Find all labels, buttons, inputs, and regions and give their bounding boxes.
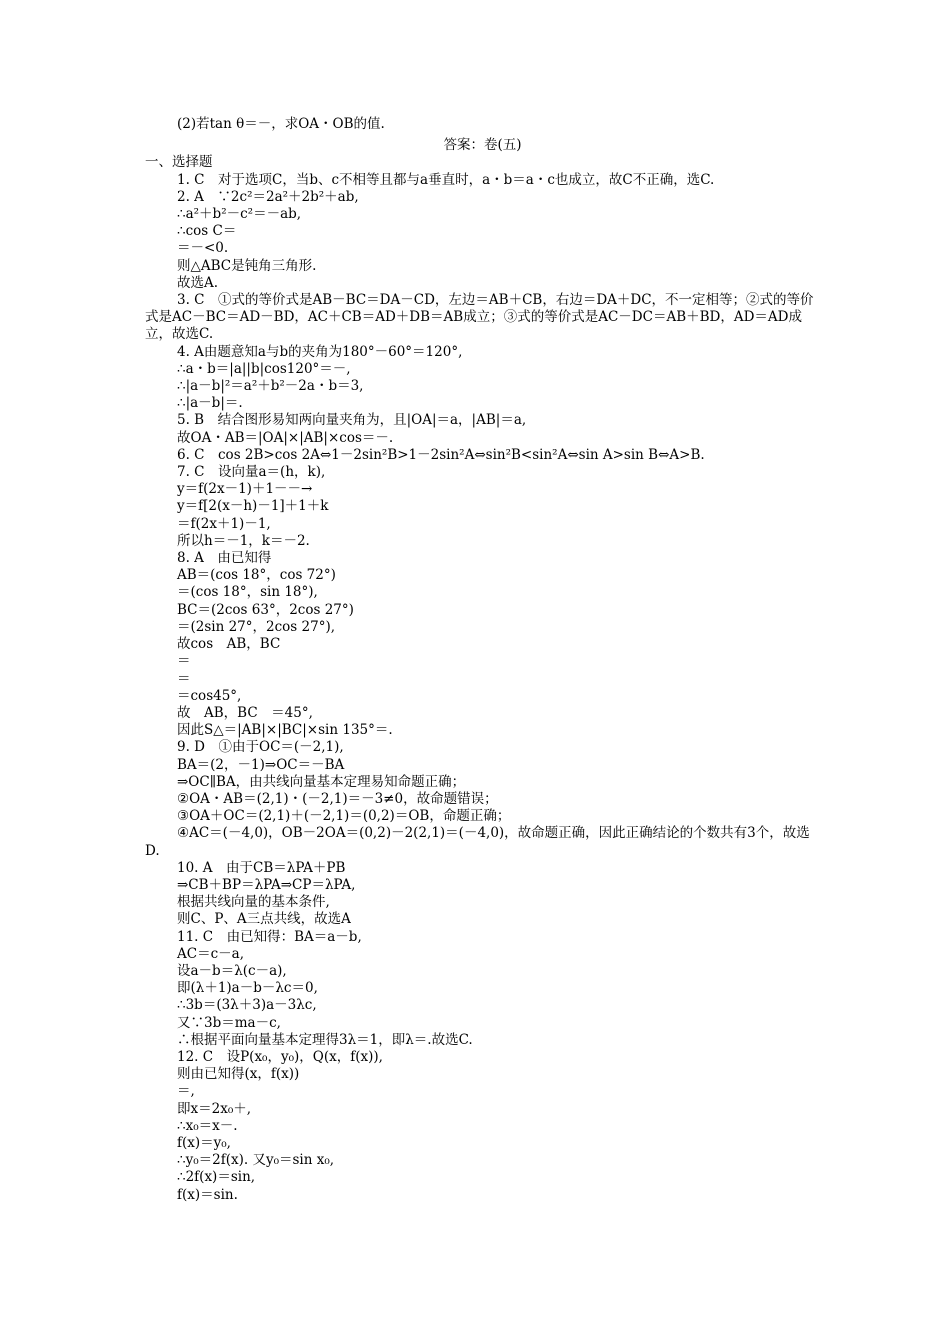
answer-line: ∴2f(x)＝sin, — [177, 1169, 256, 1186]
answer-line: ∴a・b＝|a||b|cos120°＝－, — [177, 360, 351, 377]
answer-line: 即x＝2x₀＋, — [177, 1100, 252, 1117]
answer-line: 故cos AB，BC — [177, 636, 281, 653]
answer-line: BC＝(2cos 63°，2cos 27°) — [177, 601, 354, 618]
answer-line: 10. A 由于CB＝λPA＋PB — [177, 859, 346, 876]
answer-line: AC＝c－a, — [177, 945, 244, 962]
answer-line: ＝(2sin 27°，2cos 27°), — [177, 618, 335, 635]
answer-line: ∴a²＋b²－c²＝－ab, — [177, 206, 302, 223]
answer-line: 故OA・AB＝|OA|×|AB|×cos＝－. — [177, 429, 394, 446]
answer-line: 故 AB，BC ＝45°, — [177, 704, 313, 721]
answer-line: 又∵3b＝ma－c, — [177, 1014, 281, 1031]
answer-line: 即(λ＋1)a－b－λc＝0, — [177, 980, 318, 997]
answer-line: ＝ — [177, 670, 191, 687]
answer-line: 1. C 对于选项C，当b、c不相等且都与a垂直时，a・b＝a・c也成立，故C不正确，选C. — [177, 171, 715, 188]
answer-line: 8. A 由已知得 — [177, 550, 272, 567]
answer-line: ＝f(2x＋1)－1, — [177, 515, 271, 532]
answer-line: ＝, — [177, 1083, 195, 1100]
question-2-text: (2)若tan θ＝－，求OA・OB的值. — [177, 116, 385, 132]
answer-line: 则由已知得(x，f(x)) — [177, 1066, 300, 1083]
answer-line: ⇒OC∥BA，由共线向量基本定理易知命题正确； — [177, 773, 466, 790]
answer-line: 9. D ①由于OC＝(－2,1), — [177, 739, 344, 756]
answer-line: y＝f[2(x－h)－1]＋1＋k — [177, 498, 329, 515]
answer-line: ∴x₀＝x－. — [177, 1117, 238, 1134]
answer-line: ＝cos45°, — [177, 687, 242, 704]
answer-line: ∴|a－b|²＝a²＋b²－2a・b＝3, — [177, 378, 364, 395]
answer-line: 5. B 结合图形易知两向量夹角为，且|OA|＝a，|AB|＝a, — [177, 412, 527, 429]
answer-line: ∴3b＝(3λ＋3)a－3λc, — [177, 997, 317, 1014]
answer-line: ⇒CB＋BP＝λPA⇒CP＝λPA, — [177, 876, 356, 893]
answer-line: ＝－<0. — [177, 240, 229, 257]
answer-line: 则C、P、A三点共线，故选A — [177, 911, 351, 928]
answer-list — [145, 172, 820, 1204]
answer-title: 答案：卷(五) — [443, 137, 522, 154]
answer-line: ＝ — [177, 653, 191, 670]
answer-line: 12. C 设P(x₀，y₀)，Q(x，f(x)), — [177, 1048, 383, 1065]
answer-line: ④AC＝(－4,0)，OB－2OA＝(0,2)－2(2,1)＝(－4,0)，故命题正确，因此正确结论的个数共有3个，故选D. — [145, 825, 810, 859]
answer-line: ＝(cos 18°，sin 18°), — [177, 584, 318, 601]
document-content — [145, 116, 820, 1204]
answer-line: f(x)＝y₀, — [177, 1134, 231, 1151]
section-heading: 一、选择题 — [145, 154, 213, 171]
answer-line: 故选A. — [177, 274, 219, 291]
answer-line: 设a－b＝λ(c－a), — [177, 962, 287, 979]
answer-line: 4. A由题意知a与b的夹角为180°－60°＝120°, — [177, 343, 463, 360]
answer-line: ③OA＋OC＝(2,1)＋(－2,1)＝(0,2)＝OB，命题正确； — [177, 808, 511, 825]
answer-line: ②OA・AB＝(2,1)・(－2,1)＝－3≠0，故命题错误； — [177, 790, 498, 807]
answer-line: f(x)＝sin. — [177, 1186, 238, 1203]
answer-line: BA＝(2，－1)⇒OC＝－BA — [177, 756, 345, 773]
answer-line: 6. C cos 2B>cos 2A⇔1－2sin²B>1－2sin²A⇔sin²B<sin²A⇔sin A>sin B⇔A>B. — [177, 446, 705, 463]
answer-line: ∴根据平面向量基本定理得3λ＝1，即λ＝.故选C. — [177, 1031, 473, 1048]
answer-line: 7. C 设向量a＝(h，k), — [177, 464, 326, 481]
answer-line: 则△ABC是钝角三角形. — [177, 257, 317, 274]
answer-line: ∴y₀＝2f(x). 又y₀＝sin x₀, — [177, 1152, 335, 1169]
answer-line: 11. C 由已知得：BA＝a－b, — [177, 928, 362, 945]
answer-line: 因此S△＝|AB|×|BC|×sin 135°＝. — [177, 722, 393, 739]
answer-line: 3. C ①式的等价式是AB－BC＝DA－CD，左边＝AB＋CB，右边＝DA＋DC，不一定相等；②式的等价式是AC－BC＝AD－BD，AC＋CB＝AD＋DB＝AB成立；③式的等价式是AC－DC＝AB＋BD，AD＝AD成立，故选C. — [145, 292, 814, 343]
answer-line: 所以h＝－1，k＝－2. — [177, 532, 310, 549]
answer-line: ∴cos C＝ — [177, 223, 237, 240]
answer-line: 根据共线向量的基本条件, — [177, 894, 330, 911]
answer-line: ∴|a－b|＝. — [177, 395, 243, 412]
answer-line: 2. A ∵2c²＝2a²＋2b²＋ab, — [177, 188, 359, 205]
answer-line: AB＝(cos 18°，cos 72°) — [177, 567, 336, 584]
answer-line: y＝f(2x－1)＋1－－→ — [177, 481, 313, 498]
